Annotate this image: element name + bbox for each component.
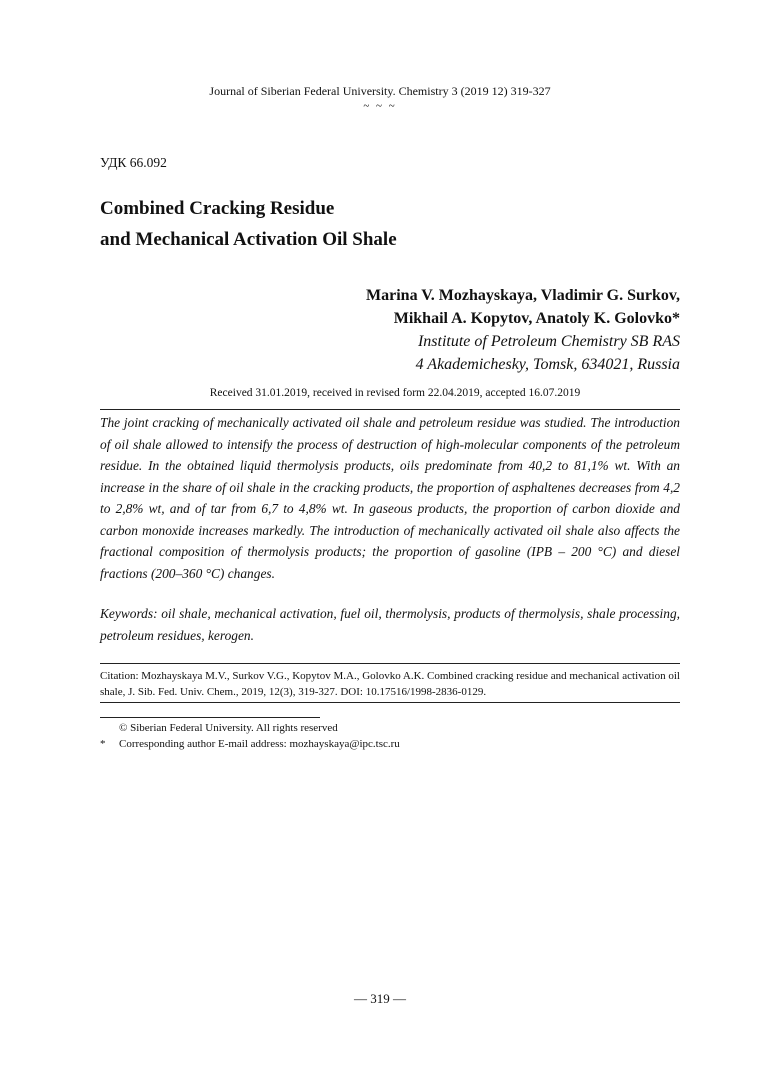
- abstract-top-rule: [100, 409, 680, 410]
- footnote-copyright: [100, 720, 680, 736]
- title-line-2: and Mechanical Activation Oil Shale: [100, 229, 397, 250]
- asterisk-mark: *: [100, 738, 106, 750]
- abstract: The joint cracking of mechanically activated oil shale and petroleum residue was studied. The introduction of oil shale allowed to intensify the process of destruction of high-molecular components of the petroleum residue. In the obtained liquid thermolysis products, oils predominate from 40,2 to 81,1% wt. With an increase in the share of oil shale in the cracking products, the proportion of asphaltenes decreases from 4,2 to 2,8% wt, and of tar from 6,7 to 4,8% wt. In gaseous products, the proportion of carbon dioxide and carbon monoxide increases markedly. The introduction of mechanically activated oil shale also affects the fractional composition of thermolysis products; the proportion of gasoline (IPB – 200 °C) and diesel fractions (200–360 °C) changes.: [100, 415, 680, 581]
- authors-line-2: Mikhail A. Kopytov, Anatoly K. Golovko*: [393, 310, 680, 327]
- udk-code: УДК 66.092: [100, 155, 167, 170]
- title-line-1: Combined Cracking Residue: [100, 198, 335, 219]
- copyright-text: © Siberian Federal University. All rights reserved: [119, 722, 338, 734]
- header-ornament: ~ ~ ~: [363, 100, 397, 112]
- authors-line-1: Marina V. Mozhayskaya, Vladimir G. Surkov,: [366, 287, 680, 304]
- citation-bottom-rule: [100, 702, 680, 703]
- journal-header: Journal of Siberian Federal University. Chemistry 3 (2019 12) 319-327: [209, 84, 551, 98]
- paper-title: [100, 193, 397, 255]
- corresponding-author-text: Corresponding author E-mail address: mozhayskaya@ipc.tsc.ru: [119, 738, 400, 750]
- author-block: [366, 284, 680, 376]
- footnote-corresponding: [100, 736, 680, 752]
- citation: Citation: Mozhayskaya M.V., Surkov V.G., Kopytov M.A., Golovko A.K. Combined cracking residue and mechanical activation oil shale, J. Sib. Fed. Univ. Chem., 2019, 12(3), 319-327. DOI: 10.17516/1998-2836-0129.: [100, 670, 680, 698]
- affiliation-address: 4 Akademichesky, Tomsk, 634021, Russia: [415, 356, 680, 373]
- footnote-rule: [100, 717, 320, 718]
- keywords: Keywords: oil shale, mechanical activation, fuel oil, thermolysis, products of thermolysis, shale processing, petroleum residues, kerogen.: [100, 606, 680, 643]
- affiliation-institute: Institute of Petroleum Chemistry SB RAS: [417, 333, 680, 350]
- received-dates: Received 31.01.2019, received in revised form 22.04.2019, accepted 16.07.2019: [209, 387, 581, 399]
- citation-top-rule: [100, 663, 680, 664]
- page-number: — 319 —: [354, 991, 406, 1006]
